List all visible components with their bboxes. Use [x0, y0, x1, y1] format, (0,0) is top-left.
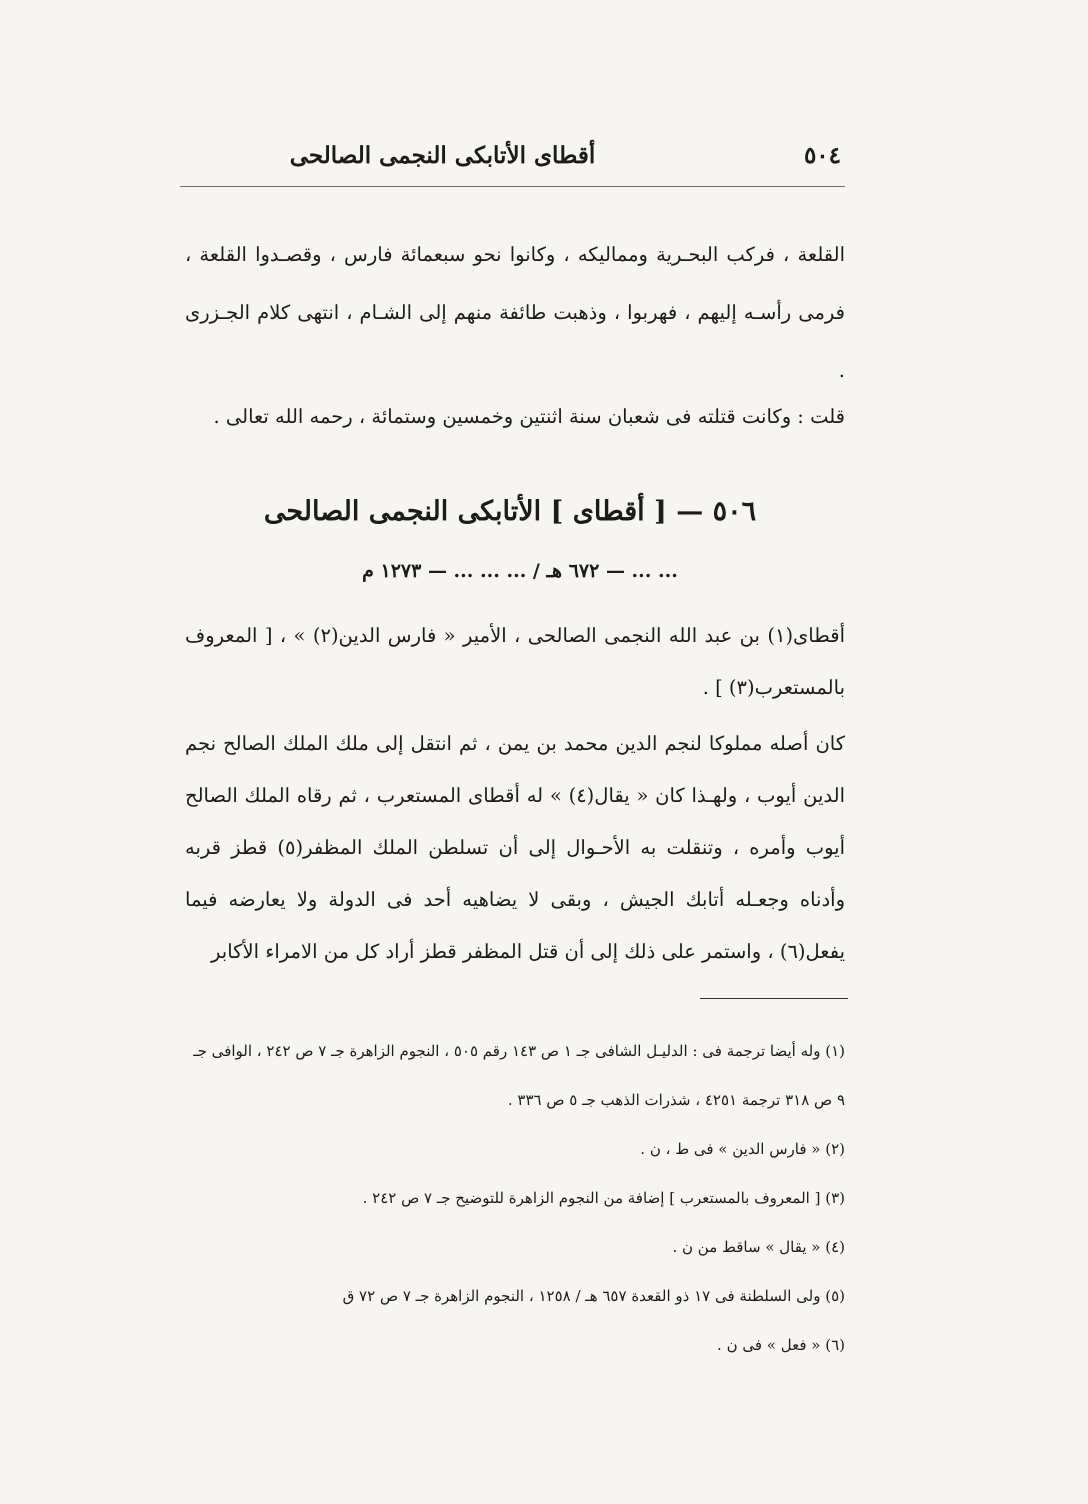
footnote-6: (٦) « فعل » فى ن .	[717, 1336, 845, 1354]
body-paragraph-2: قلت : وكانت قتلته فى شعبان سنة اثنتين وخمسين وستمائة ، رحمه الله تعالى .	[213, 405, 845, 428]
page-header	[180, 128, 845, 186]
footnote-1: (١) وله أيضا ترجمة فى : الدليـل الشافى جـ ١ ص ١٤٣ رقم ٥٠٥ ، النجوم الزاهرة جـ ٧ ص ٢٤٢ ، الوافى جـ ٩ ص ٣١٨ ترجمة ٤٢٥١ ، شذرات الذهب جـ ٥ ص ٣٣٦ .	[193, 1042, 845, 1109]
footnote-2: (٢) « فارس الدين » فى ط ، ن .	[640, 1140, 845, 1158]
page-number: ٥٠٤	[803, 142, 841, 169]
footnote-5: (٥) ولى السلطنة فى ١٧ ذو القعدة ٦٥٧ هـ / ١٢٥٨ ، النجوم الزاهرة جـ ٧ ص ٧٢ ق	[342, 1287, 845, 1305]
entry-paragraph: كان أصله مملوكا لنجم الدين محمد بن يمن ، ثم انتقل إلى ملك الملك الصالح نجم الدين أيوب ، ولهـذا كان « يقال(٤) » له أقطاى المستعرب ، ثم رقاه الملك الصالح أيوب وأمره ، وتنقلت به الأحـوال إلى أن تسلطن الملك المظفر(٥) قطز قربه وأدناه وجعـله أتابك الجيش ، وبقى لا يضاهيه أحد فى الدولة ولا يعارضه فيما يفعل(٦) ، واستمر على ذلك إلى أن قتل المظفر قطز أراد كل من الامراء الأكابر	[185, 732, 845, 963]
entry-heading: ٥٠٦ — [ أقطاى ] الأتابكى النجمى الصالحى	[263, 496, 757, 527]
footnotes	[185, 1027, 845, 1370]
body-paragraph-1: القلعة ، فركب البحـرية ومماليكه ، وكانوا نحو سبعمائة فارس ، وقصـدوا القلعة ، فرمى رأسـه إليهم ، فهربوا ، وذهبت طائفة منهم إلى الشـام ، انتهى كلام الجـزرى .	[185, 243, 845, 382]
footnote-4: (٤) « يقال » ساقط من ن .	[672, 1238, 845, 1256]
footnote-divider	[700, 998, 848, 999]
header-divider	[180, 186, 845, 187]
running-title: أقطاى الأتابكى النجمى الصالحى	[289, 142, 596, 169]
entry-intro: أقطاى(١) بن عبد الله النجمى الصالحى ، الأمير « فارس الدين(٢) » ، [ المعروف بالمستعرب(٣) ] .	[185, 624, 845, 699]
entry-dates: ... ... — ٦٧٢ هـ / ... ... ... — ١٢٧٣ م	[362, 560, 678, 582]
footnote-3: (٣) [ المعروف بالمستعرب ] إضافة من النجوم الزاهرة للتوضيح جـ ٧ ص ٢٤٢ .	[362, 1189, 845, 1207]
